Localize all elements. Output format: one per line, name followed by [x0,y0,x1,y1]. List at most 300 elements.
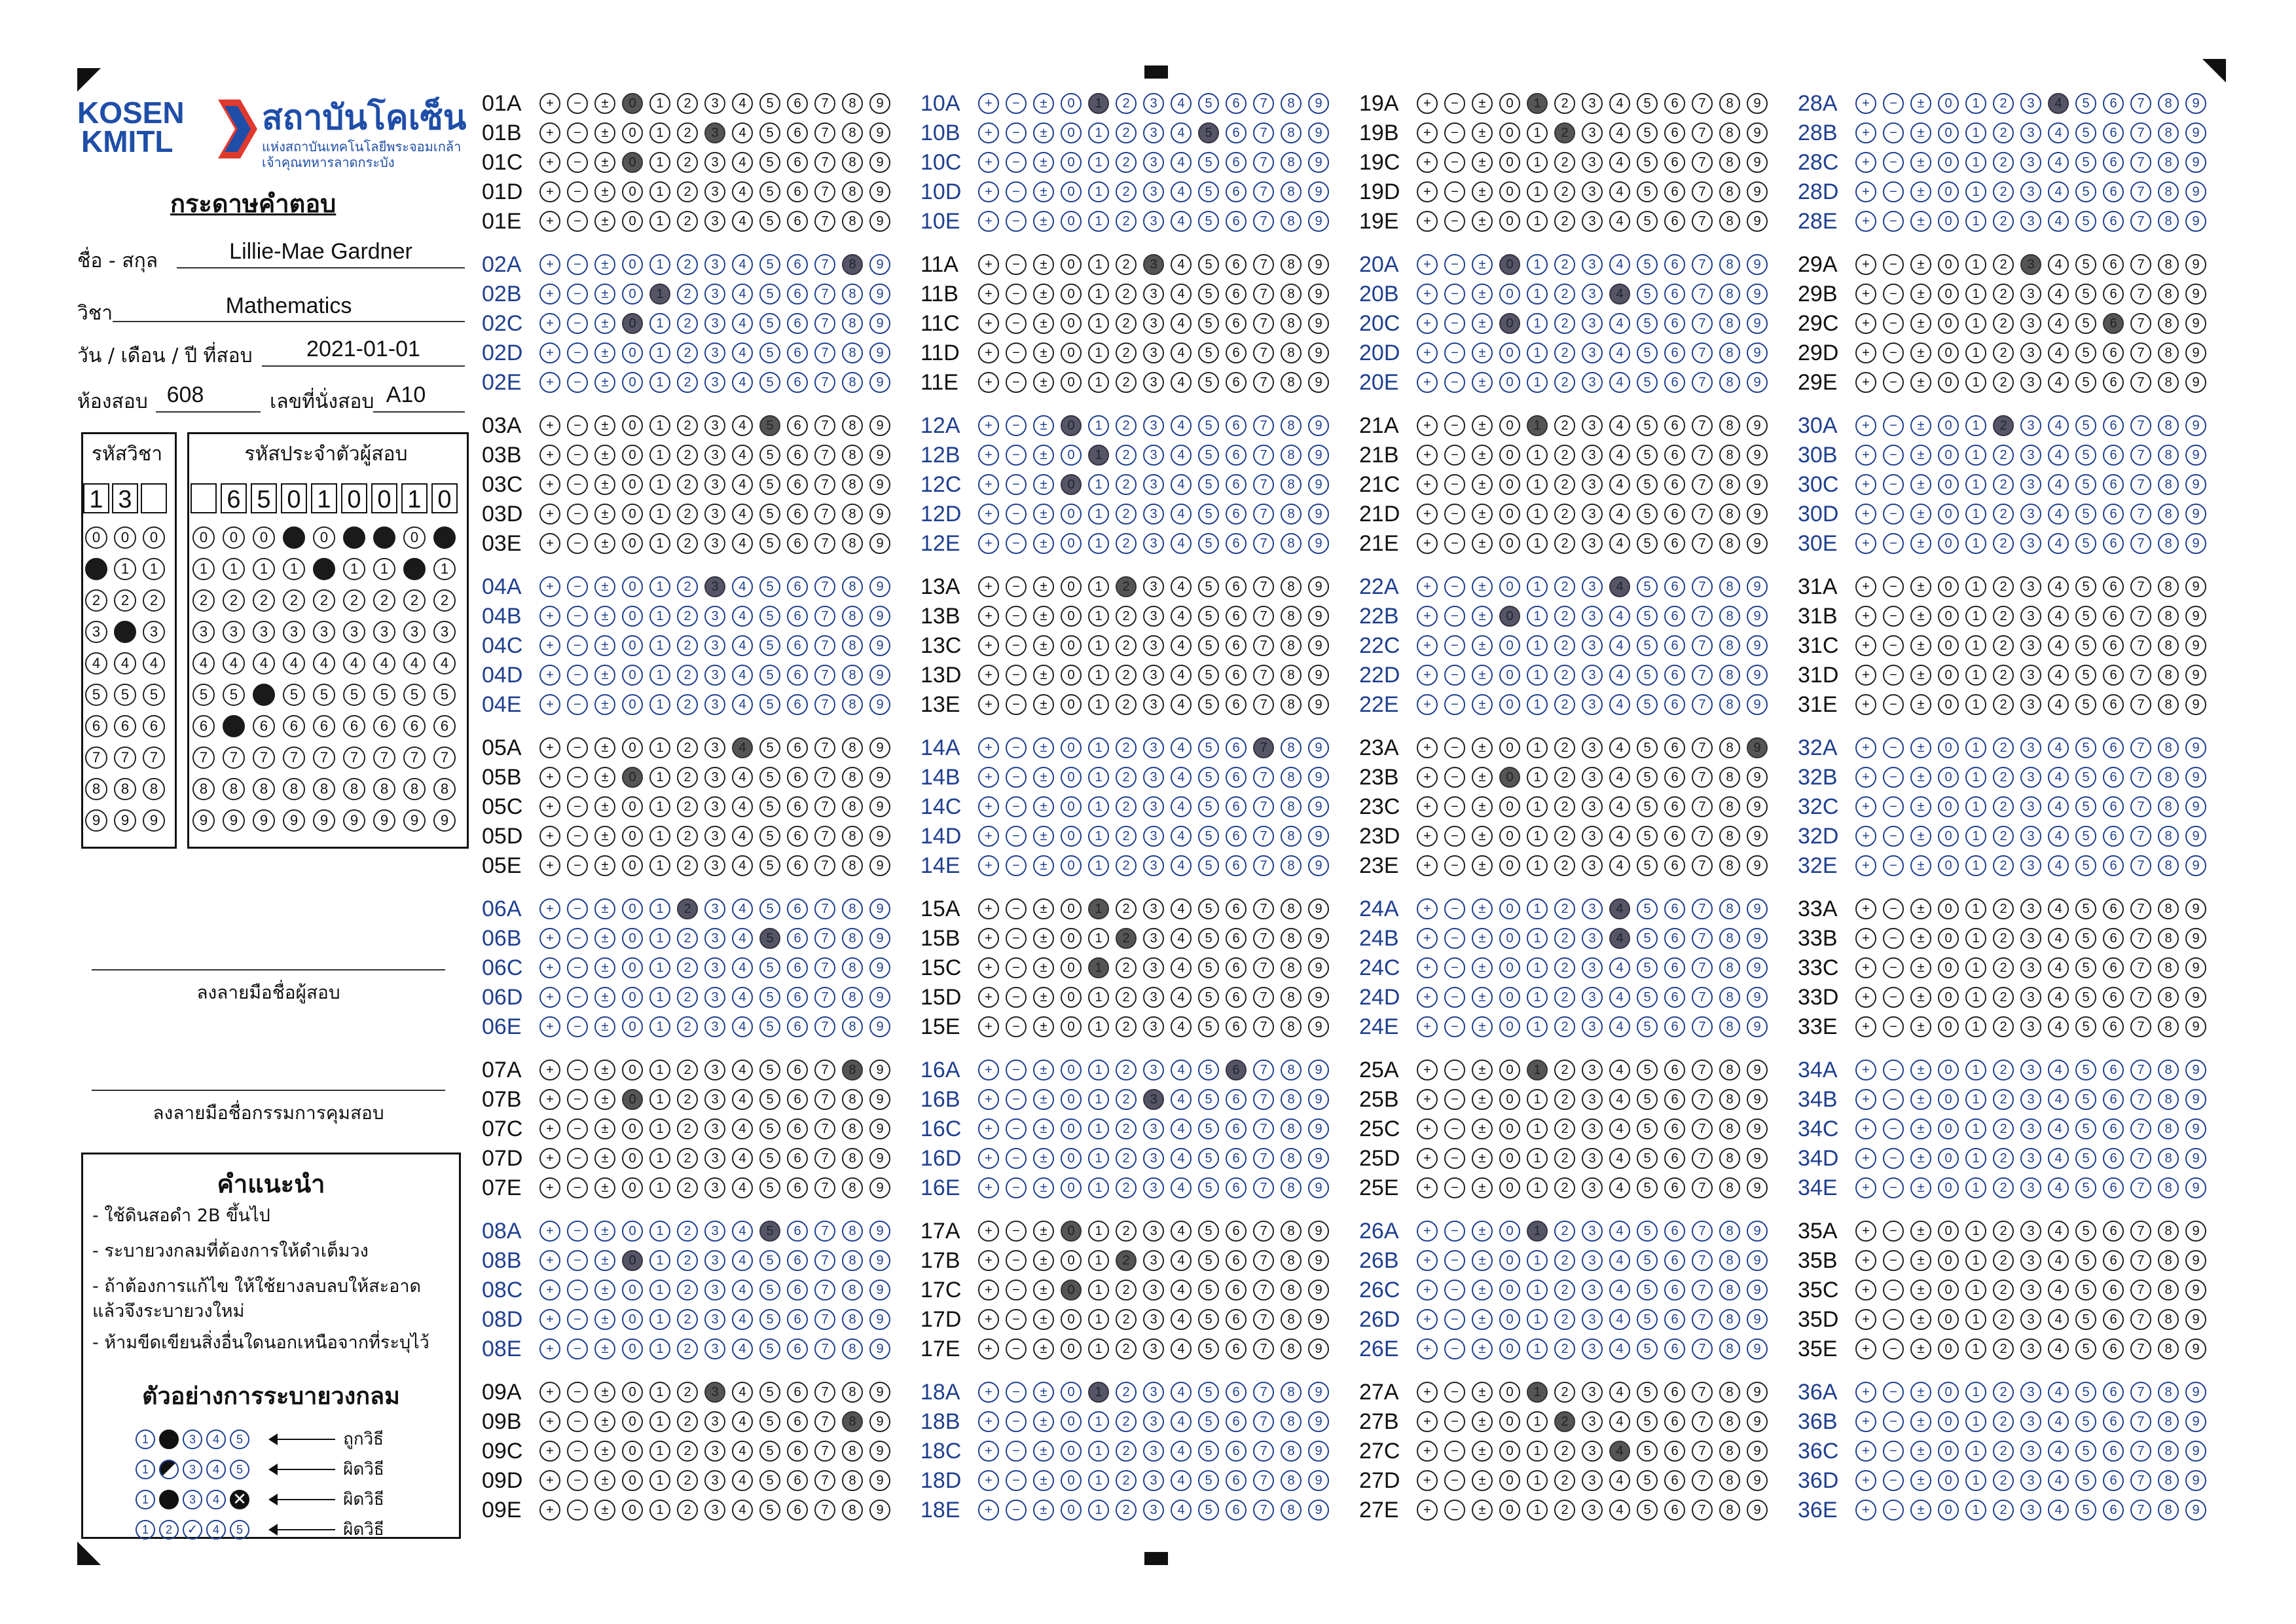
option-bubble[interactable]: 7 [814,1309,835,1330]
option-bubble[interactable]: ± [594,1089,615,1110]
option-bubble[interactable]: − [1444,576,1465,597]
option-bubble[interactable]: 0 [622,855,643,876]
option-bubble[interactable]: 4 [2048,474,2069,495]
option-bubble[interactable]: − [1883,1016,1904,1037]
option-bubble[interactable]: 9 [869,606,890,627]
option-bubble[interactable]: 2 [1993,576,2014,597]
option-bubble[interactable]: 4 [1171,1280,1192,1301]
option-bubble[interactable]: 3 [2020,1250,2041,1271]
option-bubble[interactable]: 9 [2185,928,2206,949]
option-bubble[interactable]: 9 [2185,737,2206,758]
option-bubble[interactable]: 3 [1582,1060,1603,1080]
option-bubble[interactable]: 7 [1253,606,1274,627]
subject_code-bubble[interactable]: 8 [114,778,136,800]
option-bubble[interactable]: 1 [649,474,670,495]
option-bubble[interactable]: 4 [2048,898,2069,919]
option-bubble[interactable]: 1 [649,372,670,393]
option-bubble[interactable]: 8 [1281,474,1302,495]
option-bubble[interactable]: 7 [1692,767,1713,788]
option-bubble[interactable]: 5 [2075,1148,2096,1169]
option-bubble[interactable]: 7 [2130,576,2151,597]
option-bubble[interactable]: 7 [1692,415,1713,436]
option-bubble[interactable]: 9 [1308,1016,1329,1037]
option-bubble[interactable]: 9 [1747,576,1768,597]
option-bubble[interactable]: 8 [1281,1338,1302,1359]
option-bubble[interactable]: − [1006,474,1027,495]
option-bubble[interactable]: 5 [759,898,780,919]
option-bubble[interactable]: 7 [1253,635,1274,656]
option-bubble[interactable]: ± [1910,1089,1931,1110]
option-bubble[interactable]: 6 [2103,254,2124,275]
option-bubble[interactable]: 3 [1143,826,1164,847]
option-bubble[interactable]: 9 [1308,1441,1329,1462]
option-bubble[interactable]: 0 [1938,826,1959,847]
option-bubble[interactable]: 8 [1281,1280,1302,1301]
student_id-bubble[interactable]: 6 [343,715,365,737]
option-bubble[interactable]: ± [1033,1221,1054,1242]
option-bubble[interactable]: 2 [1554,372,1575,393]
option-bubble[interactable]: 5 [1637,1118,1658,1139]
option-bubble[interactable]: 0 [622,767,643,788]
option-bubble[interactable]: + [1417,152,1438,173]
option-bubble[interactable]: 7 [1253,1118,1274,1139]
student_id-bubble[interactable]: 1 [192,558,215,580]
option-bubble[interactable]: 7 [814,1470,835,1491]
option-bubble[interactable]: 3 [704,254,725,275]
option-bubble[interactable]: + [1417,1118,1438,1139]
option-bubble[interactable]: 2 [1993,1148,2014,1169]
subject_code-digit-cell[interactable]: 3 [112,483,138,513]
option-bubble[interactable]: − [1006,1441,1027,1462]
option-bubble[interactable]: 9 [1308,1280,1329,1301]
option-bubble[interactable]: 0 [622,737,643,758]
option-bubble[interactable]: − [1883,767,1904,788]
option-bubble[interactable]: 2 [1116,1118,1137,1139]
option-bubble[interactable]: 4 [2048,211,2069,232]
option-bubble[interactable]: 0 [1061,987,1082,1008]
option-bubble[interactable]: + [539,694,560,715]
option-bubble[interactable]: 5 [1637,576,1658,597]
option-bubble[interactable]: 2 [1116,898,1137,919]
option-bubble[interactable]: 8 [2158,93,2179,114]
option-bubble[interactable]: 5 [759,694,780,715]
option-bubble[interactable]: 6 [1226,372,1247,393]
option-bubble[interactable]: 8 [2158,474,2179,495]
option-bubble[interactable]: 7 [1253,796,1274,817]
option-bubble[interactable]: + [1855,1016,1876,1037]
option-bubble[interactable]: 9 [1308,928,1329,949]
option-bubble[interactable]: 6 [1664,1382,1685,1403]
option-bubble[interactable]: 4 [1171,957,1192,978]
option-bubble[interactable]: − [1444,855,1465,876]
option-bubble[interactable]: ± [1033,93,1054,114]
option-bubble[interactable]: 9 [1308,1250,1329,1271]
option-bubble[interactable]: 1 [649,737,670,758]
option-bubble[interactable]: 6 [2103,1280,2124,1301]
option-bubble[interactable]: 6 [1226,694,1247,715]
option-bubble[interactable]: 1 [649,1470,670,1491]
option-bubble[interactable]: 2 [1554,796,1575,817]
option-bubble[interactable]: 7 [1692,1148,1713,1169]
option-bubble[interactable]: 3 [704,284,725,304]
student_id-bubble[interactable] [343,526,365,549]
option-bubble[interactable]: 6 [1226,1118,1247,1139]
option-bubble[interactable]: 0 [1938,576,1959,597]
option-bubble[interactable]: + [539,987,560,1008]
option-bubble[interactable]: 4 [2048,504,2069,525]
option-bubble[interactable]: 5 [1637,254,1658,275]
option-bubble[interactable]: 1 [649,254,670,275]
option-bubble[interactable]: ± [1472,826,1493,847]
option-bubble[interactable]: 0 [622,372,643,393]
option-bubble[interactable]: − [567,1148,588,1169]
option-bubble[interactable]: 1 [649,1411,670,1432]
option-bubble[interactable]: − [567,342,588,363]
option-bubble[interactable]: − [1444,606,1465,627]
option-bubble[interactable]: 8 [842,957,863,978]
option-bubble[interactable]: ± [1910,665,1931,686]
option-bubble[interactable]: + [978,1016,999,1037]
subject_code-bubble[interactable]: 5 [143,684,165,706]
student_id-bubble[interactable]: 4 [192,652,215,674]
option-bubble[interactable]: 1 [1527,1500,1548,1521]
option-bubble[interactable]: 4 [1171,342,1192,363]
option-bubble[interactable]: 6 [787,152,808,173]
option-bubble[interactable]: + [1855,211,1876,232]
option-bubble[interactable]: 9 [1747,1250,1768,1271]
option-bubble[interactable]: 3 [1582,1016,1603,1037]
option-bubble[interactable]: 7 [814,1382,835,1403]
option-bubble[interactable]: 6 [1664,855,1685,876]
student_id-bubble[interactable]: 8 [403,778,426,800]
option-bubble[interactable]: ± [594,635,615,656]
option-bubble[interactable]: 1 [1088,694,1109,715]
option-bubble[interactable]: ± [1472,898,1493,919]
option-bubble[interactable]: 6 [1664,1250,1685,1271]
option-bubble[interactable]: 2 [1993,928,2014,949]
option-bubble[interactable]: 2 [677,152,698,173]
option-bubble[interactable]: 7 [1253,254,1274,275]
option-bubble[interactable]: + [539,504,560,525]
option-bubble[interactable]: 9 [2185,1177,2206,1198]
option-bubble[interactable]: 3 [2020,987,2041,1008]
option-bubble[interactable]: 8 [1281,665,1302,686]
option-bubble[interactable]: + [1855,342,1876,363]
option-bubble[interactable]: ± [1910,254,1931,275]
student_id-bubble[interactable]: 2 [373,589,395,612]
option-bubble[interactable]: 5 [759,415,780,436]
option-bubble[interactable]: − [1006,1177,1027,1198]
option-bubble[interactable]: + [1855,122,1876,143]
option-bubble[interactable]: − [1883,1089,1904,1110]
option-bubble[interactable]: 8 [2158,694,2179,715]
option-bubble[interactable]: 4 [1171,415,1192,436]
option-bubble[interactable]: − [1883,342,1904,363]
option-bubble[interactable]: 7 [2130,254,2151,275]
option-bubble[interactable]: 7 [1692,313,1713,334]
option-bubble[interactable]: 1 [649,284,670,304]
option-bubble[interactable]: 1 [649,826,670,847]
option-bubble[interactable]: ± [594,1411,615,1432]
option-bubble[interactable]: + [1417,1441,1438,1462]
option-bubble[interactable]: 0 [1061,737,1082,758]
option-bubble[interactable]: + [978,957,999,978]
option-bubble[interactable]: ± [1472,254,1493,275]
option-bubble[interactable]: 3 [1582,576,1603,597]
option-bubble[interactable]: 1 [1088,445,1109,466]
option-bubble[interactable]: 8 [2158,635,2179,656]
subject_code-bubble[interactable]: 6 [114,715,136,737]
option-bubble[interactable]: 5 [1637,694,1658,715]
option-bubble[interactable]: + [539,737,560,758]
option-bubble[interactable]: 1 [1965,1016,1986,1037]
option-bubble[interactable]: 0 [1938,181,1959,202]
option-bubble[interactable]: 6 [1226,93,1247,114]
option-bubble[interactable]: + [978,313,999,334]
option-bubble[interactable]: 3 [1143,211,1164,232]
option-bubble[interactable]: 2 [1116,1089,1137,1110]
option-bubble[interactable]: 6 [1226,737,1247,758]
option-bubble[interactable]: 6 [1226,1441,1247,1462]
option-bubble[interactable]: 4 [1171,767,1192,788]
option-bubble[interactable]: 2 [677,445,698,466]
option-bubble[interactable]: 2 [677,576,698,597]
option-bubble[interactable]: 8 [1281,606,1302,627]
option-bubble[interactable]: + [1855,313,1876,334]
option-bubble[interactable]: − [567,1060,588,1080]
option-bubble[interactable]: 1 [1527,445,1548,466]
option-bubble[interactable]: 2 [677,504,698,525]
option-bubble[interactable]: 1 [1965,635,1986,656]
option-bubble[interactable]: 5 [1637,1411,1658,1432]
subject_code-bubble[interactable]: 9 [85,809,107,832]
option-bubble[interactable]: 6 [1226,342,1247,363]
option-bubble[interactable]: − [1444,1470,1465,1491]
option-bubble[interactable]: 6 [1664,313,1685,334]
option-bubble[interactable]: 5 [2075,737,2096,758]
option-bubble[interactable]: 6 [1226,1016,1247,1037]
option-bubble[interactable]: 8 [842,855,863,876]
option-bubble[interactable]: 5 [2075,987,2096,1008]
option-bubble[interactable]: 6 [787,957,808,978]
option-bubble[interactable]: 1 [1527,504,1548,525]
option-bubble[interactable]: + [978,635,999,656]
option-bubble[interactable]: 4 [1171,987,1192,1008]
option-bubble[interactable]: 4 [1609,93,1630,114]
option-bubble[interactable]: 9 [1747,928,1768,949]
option-bubble[interactable]: 0 [622,342,643,363]
option-bubble[interactable]: 7 [2130,1250,2151,1271]
option-bubble[interactable]: 8 [1719,606,1740,627]
option-bubble[interactable]: 2 [1993,737,2014,758]
option-bubble[interactable]: 0 [622,152,643,173]
student-signature-line[interactable] [92,969,445,970]
option-bubble[interactable]: 2 [1993,1280,2014,1301]
option-bubble[interactable]: 5 [2075,576,2096,597]
option-bubble[interactable]: + [1855,826,1876,847]
option-bubble[interactable]: 1 [1965,372,1986,393]
option-bubble[interactable]: ± [1033,767,1054,788]
option-bubble[interactable]: 9 [2185,1280,2206,1301]
option-bubble[interactable]: + [539,1177,560,1198]
option-bubble[interactable]: 8 [842,211,863,232]
option-bubble[interactable]: 8 [1719,1118,1740,1139]
option-bubble[interactable]: 6 [1226,767,1247,788]
option-bubble[interactable]: − [1883,796,1904,817]
option-bubble[interactable]: ± [594,1060,615,1080]
option-bubble[interactable]: 7 [1692,796,1713,817]
option-bubble[interactable]: 4 [2048,1309,2069,1330]
option-bubble[interactable]: 1 [1965,987,1986,1008]
option-bubble[interactable]: 7 [2130,445,2151,466]
option-bubble[interactable]: + [1855,1148,1876,1169]
option-bubble[interactable]: 4 [1171,928,1192,949]
option-bubble[interactable]: 6 [2103,342,2124,363]
option-bubble[interactable]: 3 [2020,1221,2041,1242]
option-bubble[interactable]: 3 [1582,665,1603,686]
option-bubble[interactable]: − [1883,1338,1904,1359]
option-bubble[interactable]: 1 [1965,957,1986,978]
option-bubble[interactable]: 5 [1198,474,1219,495]
option-bubble[interactable]: ± [1472,152,1493,173]
option-bubble[interactable]: 1 [1965,342,1986,363]
option-bubble[interactable]: 1 [1088,1382,1109,1403]
option-bubble[interactable]: 3 [2020,606,2041,627]
option-bubble[interactable]: 2 [677,181,698,202]
option-bubble[interactable]: 2 [1116,1309,1137,1330]
option-bubble[interactable]: 9 [869,1470,890,1491]
option-bubble[interactable]: + [539,152,560,173]
option-bubble[interactable]: 1 [649,898,670,919]
option-bubble[interactable]: 9 [2185,1060,2206,1080]
student_id-bubble[interactable]: 8 [192,778,215,800]
option-bubble[interactable]: 2 [1554,445,1575,466]
option-bubble[interactable]: 7 [2130,665,2151,686]
option-bubble[interactable]: 6 [2103,796,2124,817]
option-bubble[interactable]: 1 [1527,1411,1548,1432]
option-bubble[interactable]: 5 [1637,1250,1658,1271]
subject_code-bubble[interactable]: 7 [85,747,107,769]
option-bubble[interactable]: 7 [2130,1470,2151,1491]
option-bubble[interactable]: 8 [1719,1148,1740,1169]
option-bubble[interactable]: 1 [1965,1382,1986,1403]
option-bubble[interactable]: 1 [1965,152,1986,173]
option-bubble[interactable]: + [978,826,999,847]
option-bubble[interactable]: 4 [2048,1280,2069,1301]
option-bubble[interactable]: 4 [732,1382,753,1403]
option-bubble[interactable]: 4 [1171,694,1192,715]
option-bubble[interactable]: 5 [759,1411,780,1432]
option-bubble[interactable]: 5 [1637,1470,1658,1491]
option-bubble[interactable]: 9 [1747,415,1768,436]
option-bubble[interactable]: + [1855,445,1876,466]
option-bubble[interactable]: 8 [1719,1411,1740,1432]
option-bubble[interactable]: 1 [1088,826,1109,847]
option-bubble[interactable]: 9 [1308,254,1329,275]
option-bubble[interactable]: 6 [2103,694,2124,715]
option-bubble[interactable]: 9 [1308,284,1329,304]
student_id-bubble[interactable]: 2 [223,589,245,612]
option-bubble[interactable]: 4 [1609,1280,1630,1301]
option-bubble[interactable]: − [1006,576,1027,597]
option-bubble[interactable]: 0 [1499,767,1520,788]
option-bubble[interactable]: − [1006,737,1027,758]
option-bubble[interactable]: 7 [1253,1177,1274,1198]
student_id-bubble[interactable]: 3 [373,621,395,643]
option-bubble[interactable]: 5 [1198,93,1219,114]
option-bubble[interactable]: 1 [649,957,670,978]
option-bubble[interactable]: − [1444,635,1465,656]
option-bubble[interactable]: 2 [1554,576,1575,597]
option-bubble[interactable]: 2 [1993,694,2014,715]
option-bubble[interactable]: + [1417,1500,1438,1521]
option-bubble[interactable]: 0 [1499,181,1520,202]
option-bubble[interactable]: 0 [1938,1177,1959,1198]
option-bubble[interactable]: 8 [1281,1411,1302,1432]
option-bubble[interactable]: 8 [1281,284,1302,304]
option-bubble[interactable]: 1 [1527,284,1548,304]
option-bubble[interactable]: + [1417,1338,1438,1359]
option-bubble[interactable]: 9 [2185,504,2206,525]
option-bubble[interactable]: 9 [1747,635,1768,656]
option-bubble[interactable]: ± [1472,737,1493,758]
option-bubble[interactable]: 5 [1637,1338,1658,1359]
option-bubble[interactable]: 7 [814,504,835,525]
option-bubble[interactable]: 1 [649,122,670,143]
option-bubble[interactable]: 3 [2020,254,2041,275]
option-bubble[interactable]: 0 [1938,1500,1959,1521]
option-bubble[interactable]: 2 [1993,1250,2014,1271]
option-bubble[interactable]: 7 [1253,767,1274,788]
option-bubble[interactable]: 8 [2158,737,2179,758]
option-bubble[interactable]: ± [1033,957,1054,978]
option-bubble[interactable]: 2 [1554,152,1575,173]
option-bubble[interactable]: 1 [649,928,670,949]
option-bubble[interactable]: 5 [759,1221,780,1242]
option-bubble[interactable]: 5 [1637,445,1658,466]
option-bubble[interactable]: 4 [1171,1016,1192,1037]
option-bubble[interactable]: 3 [2020,122,2041,143]
option-bubble[interactable]: 5 [2075,1118,2096,1139]
option-bubble[interactable]: − [567,796,588,817]
option-bubble[interactable]: + [978,284,999,304]
option-bubble[interactable]: 5 [759,1500,780,1521]
option-bubble[interactable]: 9 [869,694,890,715]
option-bubble[interactable]: 3 [704,928,725,949]
option-bubble[interactable]: 9 [2185,1250,2206,1271]
option-bubble[interactable]: 8 [1719,181,1740,202]
option-bubble[interactable]: ± [1472,928,1493,949]
option-bubble[interactable]: 3 [704,415,725,436]
option-bubble[interactable]: 0 [1938,1470,1959,1491]
option-bubble[interactable]: − [567,576,588,597]
option-bubble[interactable]: ± [594,122,615,143]
option-bubble[interactable]: 6 [2103,1221,2124,1242]
option-bubble[interactable]: ± [1910,211,1931,232]
option-bubble[interactable]: 0 [622,533,643,554]
option-bubble[interactable]: 3 [704,1016,725,1037]
option-bubble[interactable]: 8 [842,767,863,788]
option-bubble[interactable]: 6 [1664,211,1685,232]
option-bubble[interactable]: 5 [2075,1309,2096,1330]
option-bubble[interactable]: 3 [2020,957,2041,978]
option-bubble[interactable]: 4 [2048,1441,2069,1462]
option-bubble[interactable]: + [539,957,560,978]
option-bubble[interactable]: 3 [1582,635,1603,656]
option-bubble[interactable]: 9 [1747,211,1768,232]
option-bubble[interactable]: − [1006,1118,1027,1139]
option-bubble[interactable]: ± [1472,342,1493,363]
